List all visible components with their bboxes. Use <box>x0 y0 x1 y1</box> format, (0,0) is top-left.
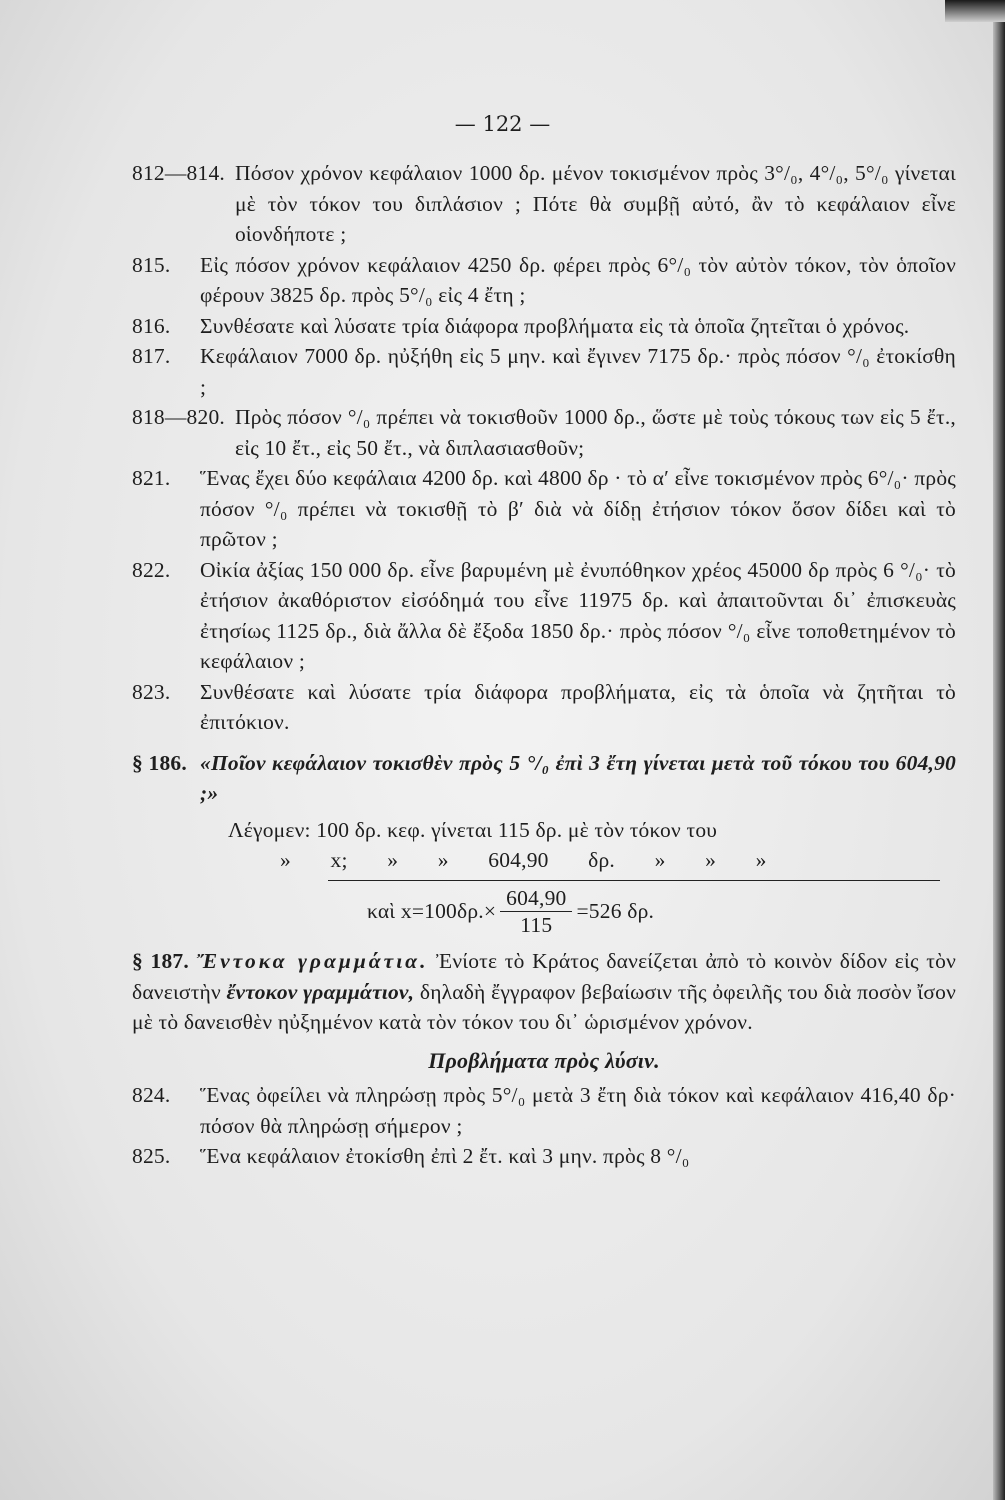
section-term: ἔντοκον γραμμάτιον, <box>226 979 415 1004</box>
problem-text: Κεφάλαιον 7000 δρ. ηὐξήθη εἰς 5 μην. καὶ ἔγινεν 7175 δρ.· πρὸς πόσον °/₀ ἐτοκίσθη ; <box>200 344 956 399</box>
problem-number: 818—820. <box>132 405 225 429</box>
problem-text: Ἕνας ὀφείλει νὰ πληρώσῃ πρὸς 5°/₀ μετὰ 3 ἔτη διὰ τόκον καὶ κεφάλαιον 416,40 δρ· πόσον θὰ πληρώσῃ σήμερον ; <box>200 1083 956 1138</box>
problem-821 <box>132 463 956 555</box>
problem-text: Πρὸς πόσον °/₀ πρέπει νὰ τοκισθοῦν 1000 δρ., ὥστε μὲ τοὺς τόκους των εἰς 5 ἔτ., εἰς 10 ἔτ., εἰς 50 ἔτ., νὰ διπλασιασθοῦν; <box>234 405 956 460</box>
page-text <box>132 158 956 1172</box>
problem-822 <box>132 555 956 677</box>
page-edge-shadow <box>993 0 1005 1500</box>
section-text-b: δηλαδὴ ἔγγραφον βεβαίωσιν τῆς ὀφειλῆς του διὰ ποσὸν ἴσον μὲ τὸ δανεισθὲν ηὐξημένον κατὰ τὸν τόκον του δι᾿ ὡρισμένον χρόνον. <box>132 979 956 1034</box>
reasoning-line-1: Λέγομεν: 100 δρ. κεφ. γίνεται 115 δρ. μὲ τὸν τόκον του <box>228 817 718 842</box>
problem-815 <box>132 250 956 311</box>
section-number: § 186. <box>132 750 187 775</box>
problem-816 <box>132 311 956 342</box>
solution-result: =526 δρ. <box>576 899 655 924</box>
problem-text: Συνθέσατε καὶ λύσατε τρία διάφορα προβλήματα, εἰς τὰ ὁποῖα νὰ ζητῆται τὸ ἐπιτόκιον. <box>200 679 956 734</box>
problem-text: Ἕνα κεφάλαιον ἐτοκίσθη ἐπὶ 2 ἔτ. καὶ 3 μην. πρὸς 8 °/₀ <box>200 1144 690 1168</box>
problem-text: Οἰκία ἀξίας 150 000 δρ. εἶνε βαρυμένη μὲ ἐνυπόθηκον χρέος 45000 δρ πρὸς 6 °/₀· τὸ ἐτήσιον ἀκαθόριστον εἰσόδημά του εἶνε 11975 δρ. καὶ ἀπαιτοῦνται δι᾿ ἐπισκευὰς ἐτησίως 1125 δρ., διὰ ἄλλα δὲ ἔξοδα 1850 δρ.· πρὸς πόσον °/₀ εἶνε τοποθετημένον τὸ κεφάλαιον ; <box>200 557 956 673</box>
section-186 <box>132 748 956 809</box>
page-corner-shadow <box>945 0 1005 22</box>
section-number: § 187. <box>132 949 189 973</box>
fraction-numerator: 604,90 <box>500 885 572 912</box>
problem-text: Πόσον χρόνον κεφάλαιον 1000 δρ. μένον τοκισμένον πρὸς 3°/₀, 4°/₀, 5°/₀ γίνεται μὲ τὸν τόκον του διπλάσιον ; Πότε θὰ συμβῇ αὐτό, ἂν τὸ κεφάλαιον εἶνε οἱονδήποτε ; <box>234 161 956 246</box>
section-187 <box>132 946 956 1038</box>
fraction-denominator: 115 <box>520 913 553 937</box>
divider-rule <box>328 880 940 882</box>
problem-823 <box>132 677 956 738</box>
problem-number: 817. <box>132 344 171 368</box>
problem-number: 821. <box>132 466 171 490</box>
problem-number: 816. <box>132 313 171 338</box>
problem-number: 815. <box>132 252 171 277</box>
problem-text: Συνθέσατε καὶ λύσατε τρία διάφορα προβλήματα εἰς τὰ ὁποῖα ζητεῖται ὁ χρόνος. <box>200 313 910 338</box>
problem-812 <box>132 158 956 250</box>
problem-number: 825. <box>132 1144 171 1168</box>
page-number: — 122 — <box>454 112 551 136</box>
problem-number: 812—814. <box>132 161 225 185</box>
section-text-a: Ἐνίοτε τὸ Κράτος δανείζεται ἀπὸ τὸ κοινὸν δίδον εἰς τὸν δανειστὴν <box>132 949 957 1004</box>
problem-text: Ἕνας ἔχει δύο κεφάλαια 4200 δρ. καὶ 4800 δρ · τὸ α′ εἶνε τοκισμένον πρὸς 6°/₀· πρὸς πόσον °/₀ πρέπει νὰ τοκισθῇ τὸ β′ διὰ νὰ δίδῃ ἐτήσιον τόκον ὅσον δίδει καὶ τὸ πρῶτον ; <box>200 466 956 551</box>
reasoning-line-2: » x; » » 604,90 δρ. » » » <box>280 848 767 872</box>
problem-817 <box>132 341 956 402</box>
section-question: «Ποῖον κεφάλαιον τοκισθὲν πρὸς 5 °/₀ ἐπὶ 3 ἔτη γίνεται μετὰ τοῦ τόκου του 604,90 ;» <box>200 750 956 805</box>
problem-number: 824. <box>132 1083 171 1107</box>
problem-825 <box>132 1141 956 1172</box>
problem-824 <box>132 1080 956 1141</box>
section-title: Ἔντοκα γραμμάτια. <box>196 949 429 973</box>
fraction <box>500 885 572 938</box>
solution-prefix: καὶ x=100δρ.× <box>367 899 497 924</box>
solution <box>132 885 956 938</box>
problem-818 <box>132 402 956 463</box>
problem-number: 823. <box>132 679 171 704</box>
page-header <box>0 112 1005 136</box>
problem-number: 822. <box>132 557 171 582</box>
problem-text: Εἰς πόσον χρόνον κεφάλαιον 4250 δρ. φέρει πρὸς 6°/₀ τὸν αὐτὸν τόκον, τὸν ὁποῖον φέρουν 3825 δρ. πρὸς 5°/₀ εἰς 4 ἔτη ; <box>200 252 956 307</box>
problems-heading: Προβλήματα πρὸς λύσιν. <box>428 1047 660 1073</box>
